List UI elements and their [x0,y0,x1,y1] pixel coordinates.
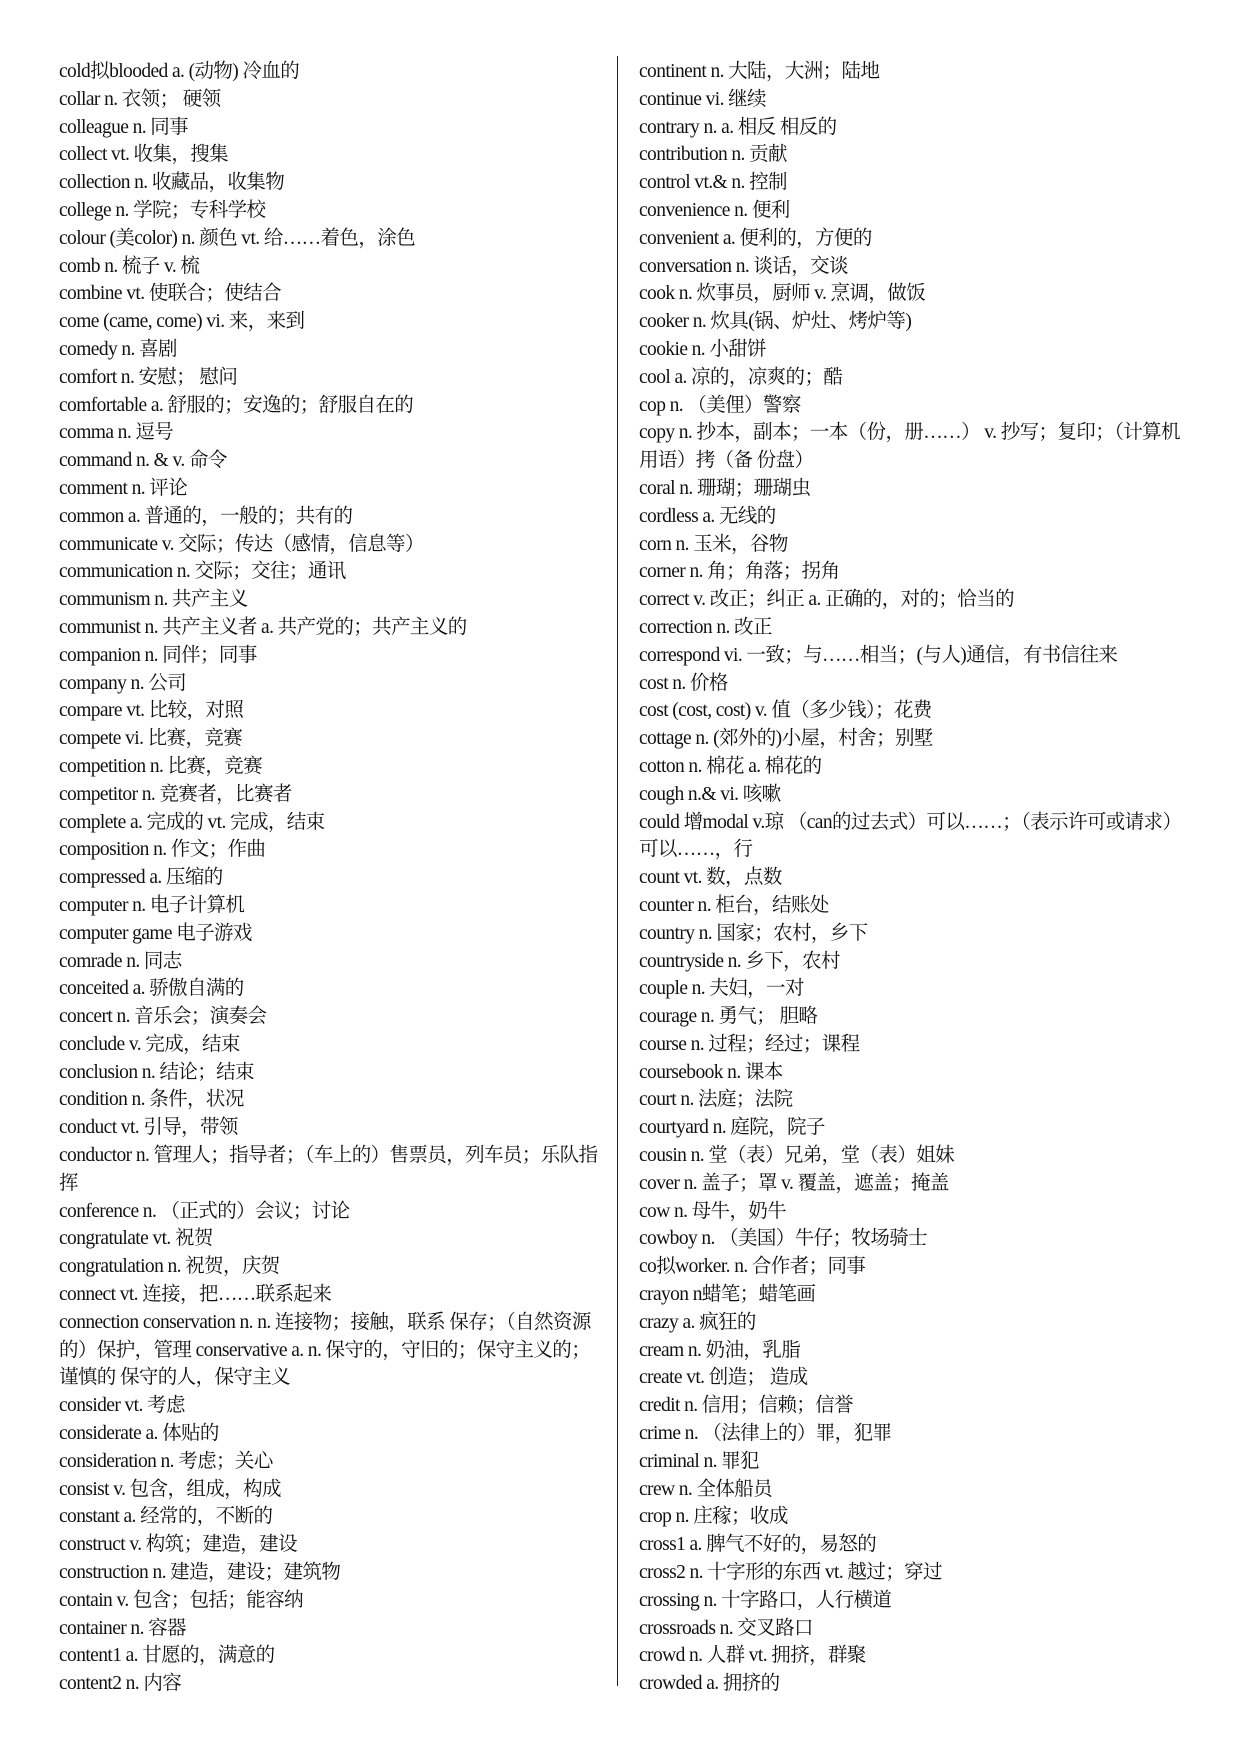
vocab-entry: collection n. 收藏品，收集物 [59,172,285,194]
vocab-entry: cold拟blooded a. (动物) 冷血的 [59,61,300,82]
vocab-entry: count vt. 数，点数 [639,867,782,889]
vocab-entry: content1 a. 甘愿的，满意的 [59,1645,275,1667]
vocab-entry: communism n. 共产主义 [59,589,248,611]
vocab-entry: companion n. 同伴；同事 [59,644,257,666]
vocab-entry: court n. 法庭；法院 [639,1089,793,1111]
vocab-entry: congratulation n. 祝贺，庆贺 [59,1256,280,1278]
vocab-entry: crew n. 全体船员 [639,1478,773,1500]
vocab-entry: continue vi. 继续 [639,88,766,110]
vocab-entry: cough n.& vi. 咳嗽 [639,783,781,805]
vocab-entry: computer game 电子游戏 [59,922,252,944]
vocab-entry: colleague n. 同事 [59,116,189,138]
vocab-entry: correct v. 改正；纠正 a. 正确的，对的；恰当的 [639,589,1015,611]
vocab-entry: compete vi. 比赛，竞赛 [59,728,243,750]
vocab-entry: comedy n. 喜剧 [59,338,177,360]
vocab-entry: crazy a. 疯狂的 [639,1311,756,1333]
vocab-entry: contribution n. 贡献 [639,144,787,166]
vocab-entry: crowded a. 拥挤的 [639,1673,780,1695]
vocab-entry: conference n. （正式的）会议；讨论 [59,1200,350,1222]
vocab-entry: condition n. 条件，状况 [59,1089,244,1111]
vocab-entry: convenience n. 便利 [639,199,790,221]
vocab-entry: consist v. 包含，组成，构成 [59,1478,281,1500]
vocab-entry: courtyard n. 庭院，院子 [639,1117,825,1139]
vocab-entry: copy n. 抄本，副本；一本（份，册……） v. 抄写；复印；（计算机用语）拷（备 份盘） [639,422,1180,472]
vocab-entry: compressed a. 压缩的 [59,867,223,889]
vocab-entry: container n. 容器 [59,1617,186,1639]
vocab-entry: conclusion n. 结论；结束 [59,1061,254,1083]
vocab-entry: correction n. 改正 [639,616,772,638]
vocab-entry: country n. 国家；农村，乡下 [639,922,868,944]
vocab-entry: collar n. 衣领； 硬领 [59,88,221,110]
vocab-entry: command n. & v. 命令 [59,450,227,472]
vocab-entry: cross2 n. 十字形的东西 vt. 越过；穿过 [639,1562,942,1584]
vocab-entry: conversation n. 谈话，交谈 [639,255,848,277]
vocab-entry: corn n. 玉米，谷物 [639,533,788,555]
vocab-entry: cookie n. 小甜饼 [639,338,767,360]
vocab-entry: communicate v. 交际；传达（感情，信息等） [59,533,424,555]
vocab-entry: cousin n. 堂（表）兄弟，堂（表）姐妹 [639,1145,954,1167]
vocab-entry: contrary n. a. 相反 相反的 [639,116,837,138]
vocab-entry: cotton n. 棉花 a. 棉花的 [639,755,822,777]
vocab-entry: consider vt. 考虑 [59,1395,185,1417]
vocab-entry: cook n. 炊事员，厨师 v. 烹调，做饭 [639,283,926,305]
column-divider [617,56,618,1686]
vocab-entry: common a. 普通的，一般的；共有的 [59,505,353,527]
vocab-entry: concert n. 音乐会；演奏会 [59,1006,267,1028]
vocab-entry: crime n. （法律上的）罪，犯罪 [639,1423,892,1445]
vocab-entry: continent n. 大陆，大洲；陆地 [639,61,880,82]
vocab-entry: courage n. 勇气； 胆略 [639,1006,818,1028]
vocab-entry: comfort n. 安慰； 慰问 [59,366,238,388]
vocab-entry: conductor n. 管理人；指导者；（车上的）售票员，列车员；乐队指挥 [59,1145,598,1194]
vocab-entry: contain v. 包含；包括；能容纳 [59,1589,304,1611]
vocab-entry: communication n. 交际；交往；通讯 [59,561,346,583]
vocab-entry: co拟worker. n. 合作者；同事 [639,1256,866,1278]
vocab-entry: comb n. 梳子 v. 梳 [59,255,200,277]
vocab-entry: communist n. 共产主义者 a. 共产党的；共产主义的 [59,616,467,638]
vocab-entry: connect vt. 连接，把……联系起来 [59,1284,332,1306]
vocab-entry: compare vt. 比较，对照 [59,700,244,722]
vocab-entry: cost n. 价格 [639,672,728,694]
vocab-entry: control vt.& n. 控制 [639,172,787,194]
vocab-entry: come (came, come) vi. 来，来到 [59,311,305,333]
vocab-entry: conceited a. 骄傲自满的 [59,978,244,1000]
vocab-entry: cover n. 盖子；罩 v. 覆盖，遮盖；掩盖 [639,1172,949,1194]
vocab-entry: cordless a. 无线的 [639,505,776,527]
left-column [59,58,607,1698]
vocab-entry: cost (cost, cost) v. 值（多少钱）；花费 [639,700,932,722]
vocab-entry: crossing n. 十字路口，人行横道 [639,1589,892,1611]
vocab-entry: collect vt. 收集，搜集 [59,144,229,166]
vocab-entry: correspond vi. 一致；与……相当；(与人)通信，有书信往来 [639,644,1118,666]
vocab-entry: cooker n. 炊具(锅、炉灶、烤炉等) [639,311,912,333]
vocab-entry: construction n. 建造，建设；建筑物 [59,1562,341,1584]
vocab-entry: colour (美color) n. 颜色 vt. 给……着色，涂色 [59,227,416,249]
vocab-entry: competitor n. 竞赛者，比赛者 [59,783,292,805]
vocab-entry: content2 n. 内容 [59,1673,182,1695]
vocab-entry: crayon n蜡笔；蜡笔画 [639,1284,816,1306]
vocab-entry: congratulate vt. 祝贺 [59,1228,213,1250]
vocab-entry: credit n. 信用；信赖；信誉 [639,1395,853,1417]
vocab-entry: construct v. 构筑；建造，建设 [59,1534,297,1556]
vocab-entry: cross1 a. 脾气不好的，易怒的 [639,1534,877,1556]
vocab-entry: cop n. （美俚）警察 [639,394,801,416]
vocab-entry: combine vt. 使联合；使结合 [59,283,282,305]
vocab-entry: computer n. 电子计算机 [59,894,245,916]
vocab-entry: conduct vt. 引导，带领 [59,1117,238,1139]
vocab-entry: comrade n. 同志 [59,950,182,972]
vocab-entry: constant a. 经常的，不断的 [59,1506,273,1528]
vocab-entry: course n. 过程；经过；课程 [639,1033,860,1055]
vocab-entry: crop n. 庄稼；收成 [639,1506,788,1528]
vocab-entry: conclude v. 完成，结束 [59,1033,240,1055]
vocab-entry: coursebook n. 课本 [639,1061,783,1083]
vocab-entry: crossroads n. 交叉路口 [639,1617,813,1639]
vocab-entry: cowboy n. （美国）牛仔；牧场骑士 [639,1228,928,1250]
vocab-entry: coral n. 珊瑚；珊瑚虫 [639,477,811,499]
vocab-entry: cream n. 奶油，乳脂 [639,1339,801,1361]
vocab-entry: couple n. 夫妇，一对 [639,978,804,1000]
vocab-entry: crowd n. 人群 vt. 拥挤，群聚 [639,1645,866,1667]
vocab-entry: connection conservation n. n. 连接物；接触，联系 保存；（自然资源的）保护，管理 conservative a. n. 保守的，守旧的；保守主义的；谨慎的 保守的人，保守主义 [59,1311,591,1389]
vocab-entry: comfortable a. 舒服的；安逸的；舒服自在的 [59,394,414,416]
vocab-entry: consideration n. 考虑；关心 [59,1450,273,1472]
vocab-entry: counter n. 柜台，结账处 [639,894,829,916]
vocab-entry: cow n. 母牛，奶牛 [639,1200,787,1222]
vocab-entry: criminal n. 罪犯 [639,1450,759,1472]
right-column [639,58,1189,1698]
vocab-entry: composition n. 作文；作曲 [59,839,266,861]
vocab-entry: comment n. 评论 [59,477,188,499]
vocab-entry: corner n. 角；角落；拐角 [639,561,840,583]
vocab-entry: cottage n. (郊外的)小屋，村舍；别墅 [639,728,933,750]
vocab-entry: create vt. 创造； 造成 [639,1367,808,1389]
vocab-entry: cool a. 凉的，凉爽的；酷 [639,366,843,388]
vocab-entry: considerate a. 体贴的 [59,1423,219,1445]
vocab-entry: competition n. 比赛，竞赛 [59,755,263,777]
vocab-entry: complete a. 完成的 vt. 完成，结束 [59,811,325,833]
vocab-entry: comma n. 逗号 [59,422,174,444]
vocab-entry: company n. 公司 [59,672,187,694]
vocab-entry: could 增modal v.琼 （can的过去式）可以……；（表示许可或请求）可以……，行 [639,811,1182,861]
vocab-entry: college n. 学院；专科学校 [59,199,266,221]
vocab-entry: countryside n. 乡下，农村 [639,950,840,972]
vocab-entry: convenient a. 便利的，方便的 [639,227,872,249]
